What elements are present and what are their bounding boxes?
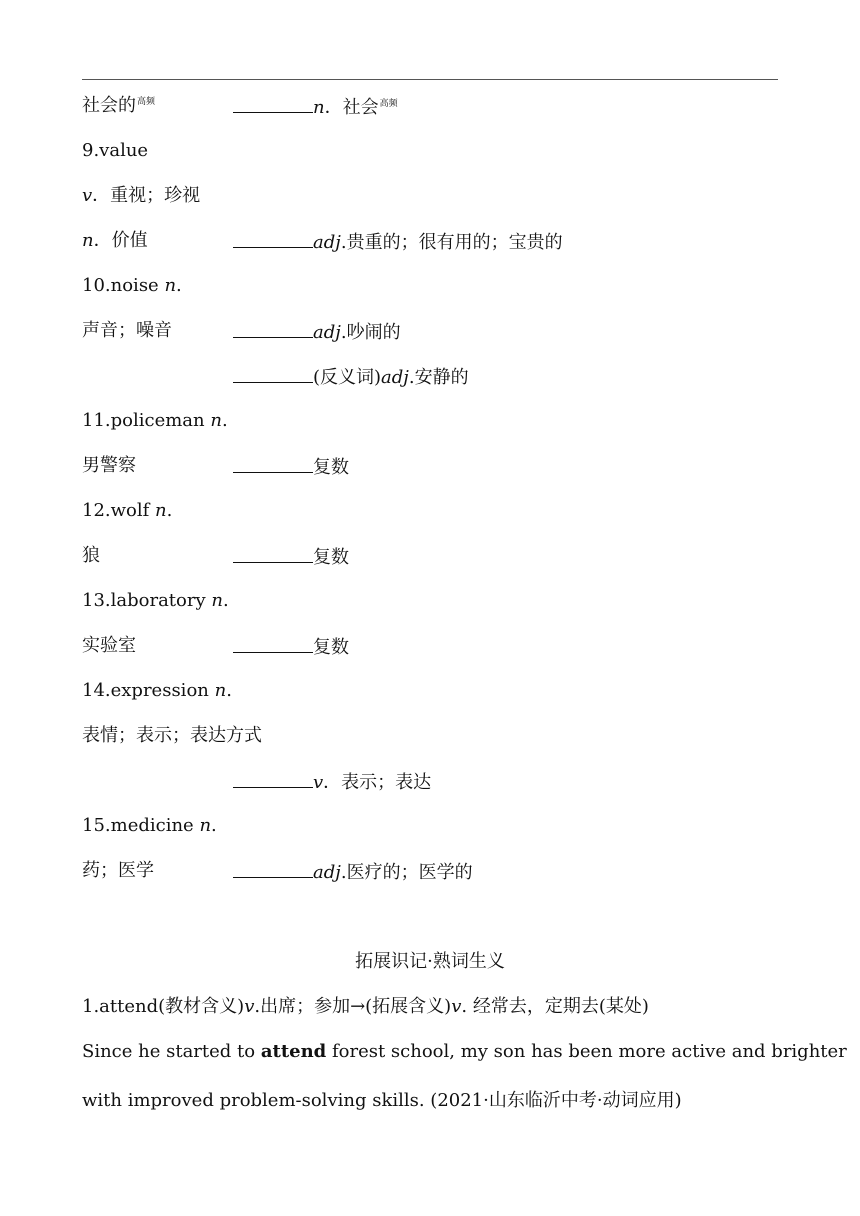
plural-label: 复数 — [313, 457, 349, 478]
section-title: 拓展识记·熟词生义 — [355, 951, 505, 972]
headword: 12.wolf — [82, 500, 156, 521]
derived-society — [233, 95, 398, 119]
answer-blank[interactable] — [233, 95, 313, 113]
extended-meaning: . 经常去，定期去(某处) — [461, 996, 649, 1017]
answer-blank[interactable] — [233, 230, 313, 248]
part-of-speech: n — [211, 590, 223, 611]
part-of-speech: v — [451, 996, 462, 1017]
punctuation: . — [166, 500, 173, 521]
word-heading — [82, 590, 229, 612]
highlighted-word: attend — [260, 1041, 327, 1062]
chinese-meaning: ．重视；珍视 — [92, 185, 201, 206]
derived-meaning: ．表示；表达 — [323, 772, 432, 793]
derived-meaning: .医疗的；医学的 — [340, 862, 473, 883]
derived-meaning: .安静的 — [408, 367, 469, 388]
entry-society — [82, 95, 155, 117]
answer-blank[interactable] — [233, 320, 313, 338]
plural-label: 复数 — [313, 547, 349, 568]
answer-blank[interactable] — [233, 635, 313, 653]
punctuation: . — [221, 410, 228, 431]
textbook-meaning: .出席；参加→(拓展含义) — [254, 996, 452, 1017]
textbook-meaning-label: 1.attend(教材含义) — [82, 996, 245, 1017]
derived-line — [233, 860, 473, 884]
part-of-speech: n — [164, 275, 177, 296]
answer-blank[interactable] — [233, 365, 313, 383]
headword: 11.policeman — [82, 410, 211, 431]
headword: 14.expression — [82, 680, 215, 701]
derived-line — [233, 545, 349, 569]
part-of-speech: adj — [313, 322, 341, 343]
word-heading — [82, 680, 232, 702]
punctuation: . — [222, 590, 229, 611]
chinese-meaning: 声音；噪音 — [82, 320, 172, 341]
part-of-speech: n — [210, 410, 222, 431]
word-heading — [82, 815, 217, 837]
chinese-meaning: 男警察 — [82, 455, 136, 476]
derived-meaning: ．社会 — [324, 97, 379, 118]
word-heading — [82, 275, 182, 297]
chinese-meaning: 狼 — [82, 545, 100, 566]
punctuation: . — [211, 815, 217, 836]
chinese-meaning: 表情；表示；表达方式 — [82, 725, 262, 746]
punctuation: . — [176, 275, 182, 296]
part-of-speech: adj — [313, 232, 341, 253]
plural-label: 复数 — [313, 637, 349, 658]
headword: 13.laboratory — [82, 590, 212, 611]
part-of-speech: adj — [381, 367, 409, 388]
word-heading: 9.value — [82, 140, 149, 161]
entry-line — [82, 230, 148, 252]
part-of-speech: n — [214, 680, 227, 701]
header-rule — [82, 79, 778, 80]
part-of-speech: v — [82, 185, 93, 206]
headword: 15.medicine — [82, 815, 200, 836]
derived-line — [233, 770, 431, 794]
part-of-speech: n — [82, 230, 94, 251]
sentence-text: forest school, my son has been more active and brighter — [326, 1041, 847, 1062]
answer-blank[interactable] — [233, 770, 313, 788]
chinese-meaning: 社会的 — [82, 95, 136, 116]
chinese-meaning: 药；医学 — [82, 860, 154, 881]
derived-line — [233, 230, 563, 254]
entry-line — [82, 185, 200, 207]
answer-blank[interactable] — [233, 860, 313, 878]
word-heading — [82, 500, 172, 522]
example-sentence-line — [82, 1041, 847, 1062]
word-heading — [82, 410, 228, 432]
answer-blank[interactable] — [233, 545, 313, 563]
part-of-speech: v — [313, 772, 324, 793]
high-frequency-tag: 高频 — [137, 97, 156, 107]
extended-meaning-line — [82, 996, 649, 1018]
derived-line — [233, 635, 349, 659]
derived-line — [233, 455, 349, 479]
chinese-meaning: ．价值 — [93, 230, 148, 251]
headword: 10.noise — [82, 275, 165, 296]
chinese-meaning: 实验室 — [82, 635, 136, 656]
part-of-speech: v — [244, 996, 255, 1017]
example-sentence-line: with improved problem-solving skills. (2021·山东临沂中考·动词应用) — [82, 1090, 682, 1111]
part-of-speech: n — [155, 500, 167, 521]
derived-meaning: .吵闹的 — [340, 322, 401, 343]
part-of-speech: adj — [313, 862, 341, 883]
sentence-text: Since he started to — [82, 1041, 261, 1062]
answer-blank[interactable] — [233, 455, 313, 473]
antonym-label: (反义词) — [313, 367, 382, 388]
high-frequency-tag: 高频 — [379, 99, 398, 109]
part-of-speech: n — [199, 815, 212, 836]
punctuation: . — [226, 680, 232, 701]
derived-line — [233, 320, 401, 344]
derived-meaning: .贵重的；很有用的；宝贵的 — [340, 232, 563, 253]
part-of-speech: n — [313, 97, 325, 118]
derived-line — [233, 365, 469, 389]
